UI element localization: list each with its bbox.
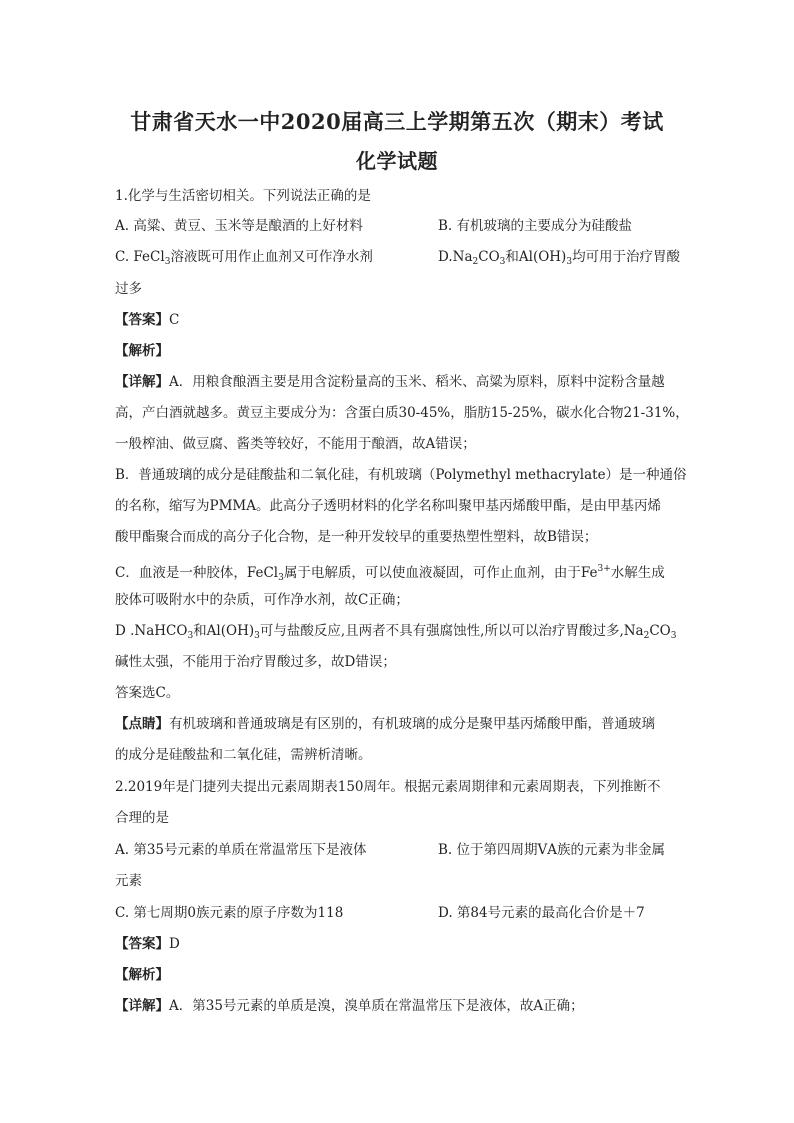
q2-option-d: D. 第84号元素的最高化合价是＋7	[438, 905, 645, 921]
q1-option-c: C. FeCl$_3$溶液既可用作止血剂又可作净水剂	[115, 249, 373, 267]
page-subtitle: 化学试题	[356, 149, 438, 173]
q1-answer-value: C	[169, 312, 180, 328]
q1-option-d-continued: 过多	[115, 281, 142, 297]
q1-detail-a-2: 高，产白酒就越多。黄豆主要成分为：含蛋白质30-45%，脂肪15-25%，碳水化合物21-31%，	[115, 405, 689, 421]
q2-answer	[115, 934, 685, 954]
q1-detail-a-3: 一般榨油、做豆腐、酱类等较好，不能用于酿酒，故A错误；	[115, 436, 476, 452]
q1-detail-d-2: 碱性太强，不能用于治疗胃酸过多，故D错误；	[115, 654, 396, 670]
q2-option-b: B. 位于第四周期ⅤA族的元素为非金属	[438, 842, 666, 858]
q2-detail-a: 【详解】A．第35号元素的单质是溴，溴单质在常温常压下是液体，故A正确；	[115, 998, 584, 1014]
q2-option-b-continued: 元素	[115, 873, 142, 889]
q1-analysis-label: 【解析】	[115, 343, 169, 359]
q1-note-1: 【点睛】有机玻璃和普通玻璃是有区别的，有机玻璃的成分是聚甲基丙烯酸甲酯，普通玻璃	[115, 716, 655, 732]
q1-detail-a-1: 【详解】A．用粮食酿酒主要是用含淀粉量高的玉米、稻米、高粱为原料，原料中淀粉含量越	[115, 374, 665, 390]
q1-note-2: 的成分是硅酸盐和二氧化硅，需辨析清晰。	[115, 747, 372, 763]
q1-detail-c-2: 胶体可吸附水中的杂质，可作净水剂，故C正确；	[115, 592, 409, 608]
q2-stem-2: 合理的是	[115, 810, 169, 826]
q1-conclusion: 答案选C。	[115, 685, 180, 701]
q1-detail-b-3: 酸甲酯聚合而成的高分子化合物，是一种开发较早的重要热塑性塑料，故B错误；	[115, 529, 598, 545]
page-title: 甘肃省天水一中2020届高三上学期第五次（期末）考试	[130, 109, 664, 134]
q1-stem: 1.化学与生活密切相关。下列说法正确的是	[115, 188, 371, 204]
q1-detail-d-1: D .NaHCO$_3$和$Al(OH)_3$可与盐酸反应,且两者不具有强腐蚀性,所以可以治疗胃酸过多$,Na_2CO_3$	[115, 623, 677, 641]
q2-answer-label: 【答案】	[115, 936, 169, 952]
q1-option-b: B. 有机玻璃的主要成分为硅酸盐	[438, 218, 633, 234]
q2-stem-1: 2.2019年是门捷列夫提出元素周期表150周年。根据元素周期律和元素周期表，下列推断不	[115, 779, 661, 795]
q1-option-d: $D.Na_2CO_3$和$Al(OH)_3$均可用于治疗胃酸	[438, 249, 681, 267]
q1-option-a: A. 高粱、黄豆、玉米等是酿酒的上好材料	[115, 218, 363, 234]
q1-detail-c-1: C．血液是一种胶体，FeCl$_3$属于电解质，可以使血液凝固，可作止血剂，由于$Fe^{3+}$水解生成	[115, 564, 665, 583]
q1-answer	[115, 310, 685, 330]
q1-answer-label: 【答案】	[115, 312, 169, 328]
q2-option-a: A. 第35号元素的单质在常温常压下是液体	[115, 842, 367, 858]
q1-detail-b-1: B．普通玻璃的成分是硅酸盐和二氧化硅，有机玻璃（Polymethyl methacrylate）是一种通俗	[115, 467, 687, 483]
q2-answer-value: D	[169, 936, 180, 952]
q1-detail-b-2: 的名称，缩写为PMMA。此高分子透明材料的化学名称叫聚甲基丙烯酸甲酯，是由甲基丙烯	[115, 498, 661, 514]
q2-analysis-label: 【解析】	[115, 967, 169, 983]
q2-option-c: C. 第七周期0族元素的原子序数为118	[115, 905, 344, 921]
